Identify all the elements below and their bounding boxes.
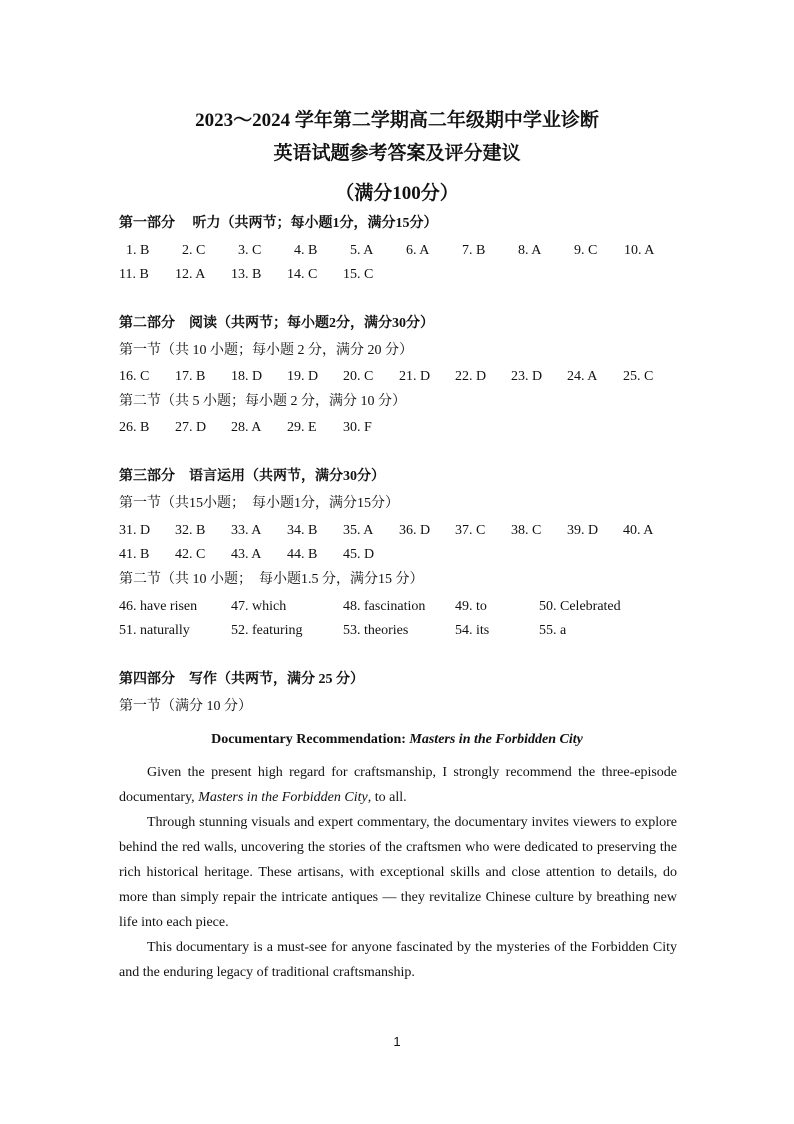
answer-item: 23. D [511, 369, 543, 384]
answer-item: 37. C [455, 523, 486, 538]
answer-item: 18. D [231, 369, 263, 384]
page-number: 1 [393, 1034, 401, 1049]
part1-heading: 第一部分 听力（共两节；每小题1分，满分15分） [119, 216, 438, 231]
part2-heading: 第二部分 阅读（共两节；每小题2分，满分30分） [119, 316, 434, 331]
answer-item: 39. D [567, 523, 599, 538]
answer-item: 4. B [294, 243, 318, 258]
answer-item: 16. C [119, 369, 150, 384]
answer-item: 3. C [238, 243, 262, 258]
essay-para1-start: Given the present high regard for craftsmanship, I strongly recommend the three-episode documentary, [119, 765, 677, 805]
essay-body [119, 760, 677, 985]
answer-item: 29. E [287, 420, 317, 435]
answer-item: 22. D [455, 369, 487, 384]
answer-item: 45. D [343, 547, 375, 562]
answer-item: 50. Celebrated [539, 599, 621, 614]
answer-item: 44. B [287, 547, 318, 562]
part3-heading: 第三部分 语言运用（共两节，满分30分） [119, 469, 385, 484]
answer-item: 43. A [231, 547, 262, 562]
answer-item: 9. C [574, 243, 598, 258]
answer-item: 1. B [126, 243, 150, 258]
answer-item: 53. theories [343, 623, 409, 638]
answer-item: 30. F [343, 420, 372, 435]
answer-item: 19. D [287, 369, 319, 384]
answer-item: 5. A [350, 243, 374, 258]
answer-item: 24. A [567, 369, 598, 384]
answer-item: 31. D [119, 523, 151, 538]
answer-item: 21. D [399, 369, 431, 384]
answer-item: 28. A [231, 420, 262, 435]
answer-item: 51. naturally [119, 623, 190, 638]
answer-item: 40. A [623, 523, 654, 538]
part2-section2: 第二节（共 5 小题；每小题 2 分，满分 10 分） [119, 394, 406, 409]
part4-section1: 第一节（满分 10 分） [119, 699, 252, 714]
title-line-2: 英语试题参考答案及评分建议 [273, 143, 521, 164]
essay-title-prefix: Documentary Recommendation: [211, 732, 410, 747]
answer-item: 52. featuring [231, 623, 303, 638]
essay-para1-end: , to all. [367, 790, 407, 805]
answer-item: 8. A [518, 243, 542, 258]
full-score: （满分100分） [335, 183, 459, 204]
answer-item: 7. B [462, 243, 486, 258]
part3-section2: 第二节（共 10 小题； 每小题1.5 分，满分15 分） [119, 572, 424, 587]
title-line-1: 2023～2024 学年第二学期高二年级期中学业诊断 [195, 110, 599, 131]
essay-paragraph [119, 760, 677, 810]
answer-item: 54. its [455, 623, 490, 638]
answer-item: 27. D [175, 420, 207, 435]
answer-item: 36. D [399, 523, 431, 538]
essay-paragraph: Through stunning visuals and expert commentary, the documentary invites viewers to explore behind the red walls, uncovering the stories of the craftsmen who were dedicated to preserving the rich historical heritage. These artisans, with exceptional skills and close attention to details, do more than simply repair the intricate antiques — they revitalize Chinese culture by breathing new life into each piece. [119, 815, 677, 930]
answer-item: 11. B [119, 267, 149, 282]
answer-item: 15. C [343, 267, 374, 282]
answer-item: 35. A [343, 523, 374, 538]
answer-item: 2. C [182, 243, 206, 258]
part3-section1: 第一节（共15小题； 每小题1分，满分15分） [119, 496, 399, 511]
answer-item: 46. have risen [119, 599, 198, 614]
answer-item: 55. a [539, 623, 567, 638]
essay-paragraph: This documentary is a must-see for anyone fascinated by the mysteries of the Forbidden City and the enduring legacy of traditional craftsmanship. [119, 940, 677, 980]
answer-item: 26. B [119, 420, 150, 435]
answer-item: 47. which [231, 599, 287, 614]
answer-item: 12. A [175, 267, 206, 282]
answer-item: 20. C [343, 369, 374, 384]
part4-heading: 第四部分 写作（共两节，满分 25 分） [119, 672, 364, 687]
answer-item: 10. A [624, 243, 655, 258]
answer-item: 34. B [287, 523, 318, 538]
answer-item: 6. A [406, 243, 430, 258]
answer-item: 49. to [455, 599, 487, 614]
answer-item: 38. C [511, 523, 542, 538]
answer-item: 33. A [231, 523, 262, 538]
answer-item: 48. fascination [343, 599, 426, 614]
answer-item: 42. C [175, 547, 206, 562]
essay-title [0, 730, 794, 750]
answer-item: 25. C [623, 369, 654, 384]
answer-item: 14. C [287, 267, 318, 282]
essay-title-italic: Masters in the Forbidden City [409, 732, 583, 747]
answer-item: 41. B [119, 547, 150, 562]
part2-section1: 第一节（共 10 小题；每小题 2 分，满分 20 分） [119, 343, 413, 358]
answer-item: 32. B [175, 523, 206, 538]
essay-para1-italic: Masters in the Forbidden City [198, 790, 368, 805]
answer-item: 17. B [175, 369, 206, 384]
answer-item: 13. B [231, 267, 262, 282]
